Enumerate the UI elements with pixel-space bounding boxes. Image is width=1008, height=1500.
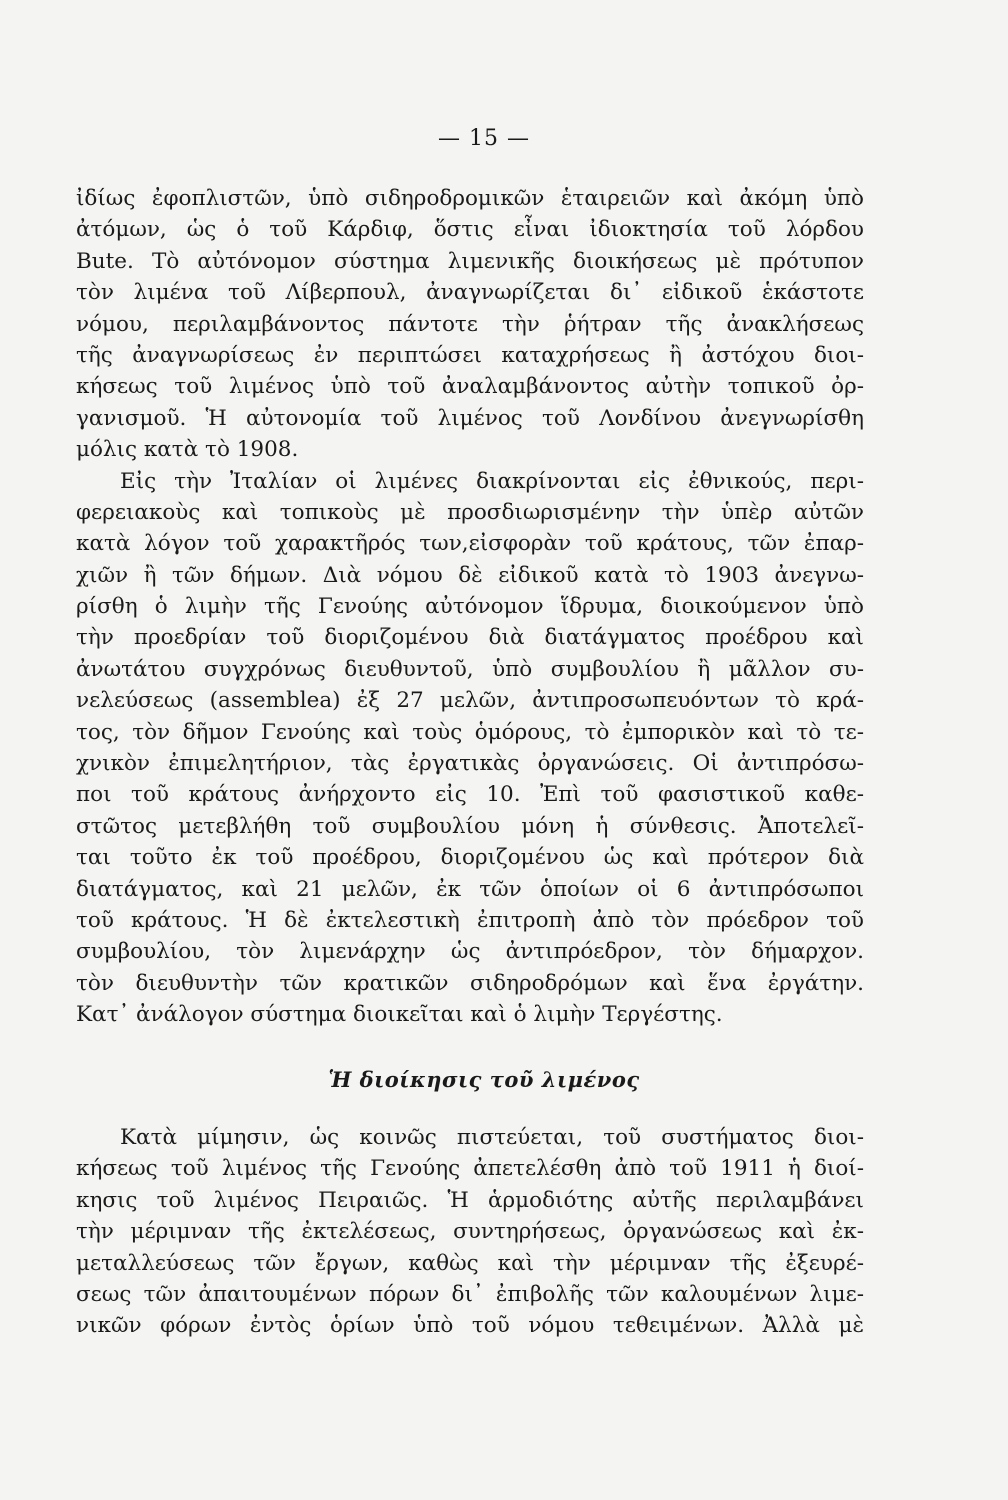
text-line: μόλις κατὰ τὸ 1908. [76,437,299,463]
text-line: τοῦ κράτους. Ἡ δὲ ἐκτελεστικὴ ἐπιτροπὴ ἀπὸ τὸν πρόεδρον τοῦ [76,907,864,933]
text-line: κησις τοῦ λιμένος Πειραιῶς. Ἡ ἁρμοδιότης αὐτῆς περιλαμβάνει [76,1187,864,1213]
text-line: ἀνωτάτου συγχρόνως διευθυντοῦ, ὑπὸ συμβουλίου ἢ μᾶλλον συ- [76,656,864,682]
text-line: σεως τῶν ἀπαιτουμένων πόρων δι᾽ ἐπιβολῆς τῶν καλουμένων λιμε- [76,1281,864,1307]
text-line: μεταλλεύσεως τῶν ἔργων, καθὼς καὶ τὴν μέριμναν τῆς ἐξευρέ- [76,1250,864,1276]
text-line: ἀτόμων, ὡς ὁ τοῦ Κάρδιφ, ὅστις εἶναι ἰδιοκτησία τοῦ λόρδου [76,217,864,243]
text-line: νελεύσεως (assemblea) ἐξ 27 μελῶν, ἀντιπροσωπευόντων τὸ κρά- [76,688,864,714]
text-line: ται τοῦτο ἐκ τοῦ προέδρου, διοριζομένου ὡς καὶ πρότερον διὰ [76,845,864,871]
text-line: Κατὰ μίμησιν, ὡς κοινῶς πιστεύεται, τοῦ συστήματος διοι- [120,1125,864,1150]
text-line: τῆς ἀναγνωρίσεως ἐν περιπτώσει καταχρήσεως ἢ ἀστόχου διοι- [76,342,864,368]
section-heading: Ἡ διοίκησις τοῦ λιμένος [328,1067,640,1092]
text-line: Κατ᾽ ἀνάλογον σύστημα διοικεῖται καὶ ὁ λιμὴν Τεργέστης. [76,1002,723,1028]
text-line: νικῶν φόρων ἐντὸς ὁρίων ὑπὸ τοῦ νόμου τεθειμένων. Ἀλλὰ μὲ [76,1313,864,1339]
text-line: ποι τοῦ κράτους ἀνήρχοντο εἰς 10. Ἐπὶ τοῦ φασιστικοῦ καθε- [76,782,864,808]
page-number: — 15 — [438,126,530,151]
text-line: κήσεως τοῦ λιμένος τῆς Γενούης ἀπετελέσθη ἀπὸ τοῦ 1911 ἡ διοί- [76,1156,864,1182]
text-line: Εἰς τὴν Ἰταλίαν οἱ λιμένες διακρίνονται εἰς ἐθνικούς, περι- [120,468,864,494]
text-line: στῶτος μετεβλήθη τοῦ συμβουλίου μόνη ἡ σύνθεσις. Ἀποτελεῖ- [76,813,864,839]
text-line: τὴν μέριμναν τῆς ἐκτελέσεως, συντηρήσεως, ὀργανώσεως καὶ ἐκ- [76,1219,864,1245]
text-line: κατὰ λόγον τοῦ χαρακτῆρός των,εἰσφορὰν τοῦ κράτους, τῶν ἐπαρ- [76,531,864,557]
text-line: χνικὸν ἐπιμελητήριον, τὰς ἐργατικὰς ὀργανώσεις. Οἱ ἀντιπρόσω- [76,751,864,777]
text-line: γανισμοῦ. Ἡ αὐτονομία τοῦ λιμένος τοῦ Λονδίνου ἀνεγνωρίσθη [76,405,864,431]
text-line: τος, τὸν δῆμον Γενούης καὶ τοὺς ὁμόρους, τὸ ἐμπορικὸν καὶ τὸ τε- [76,719,864,745]
text-line: ἰδίως ἐφοπλιστῶν, ὑπὸ σιδηροδρομικῶν ἑταιρειῶν καὶ ἀκόμη ὑπὸ [76,186,864,211]
text-line: Bute. Τὸ αὐτόνομον σύστημα λιμενικῆς διοικήσεως μὲ πρότυπον [76,248,864,274]
text-line: φερειακοὺς καὶ τοπικοὺς μὲ προσδιωρισμένην τὴν ὑπὲρ αὐτῶν [76,499,864,525]
text-line: διατάγματος, καὶ 21 μελῶν, ἐκ τῶν ὁποίων οἱ 6 ἀντιπρόσωποι [76,876,864,902]
paragraph-1 [76,183,864,1031]
text-line: νόμου, περιλαμβάνοντος πάντοτε τὴν ῥήτραν τῆς ἀνακλήσεως [76,311,864,337]
text-line: συμβουλίου, τὸν λιμενάρχην ὡς ἀντιπρόεδρον, τὸν δήμαρχον. [76,939,864,965]
paragraph-3 [76,1122,864,1342]
text-line: τὴν προεδρίαν τοῦ διοριζομένου διὰ διατάγματος προέδρου καὶ [76,625,864,651]
text-line: ρίσθη ὁ λιμὴν τῆς Γενούης αὐτόνομον ἵδρυμα, διοικούμενον ὑπὸ [76,594,864,620]
text-line: κήσεως τοῦ λιμένος ὑπὸ τοῦ ἀναλαμβάνοντος αὐτὴν τοπικοῦ ὀρ- [76,374,864,400]
text-line: τὸν διευθυντὴν τῶν κρατικῶν σιδηροδρόμων καὶ ἕνα ἐργάτην. [76,970,864,996]
text-line: χιῶν ἢ τῶν δήμων. Διὰ νόμου δὲ εἰδικοῦ κατὰ τὸ 1903 ἀνεγνω- [76,562,864,588]
text-line: τὸν λιμένα τοῦ Λίβερπουλ, ἀναγνωρίζεται δι᾽ εἰδικοῦ ἑκάστοτε [76,280,864,306]
